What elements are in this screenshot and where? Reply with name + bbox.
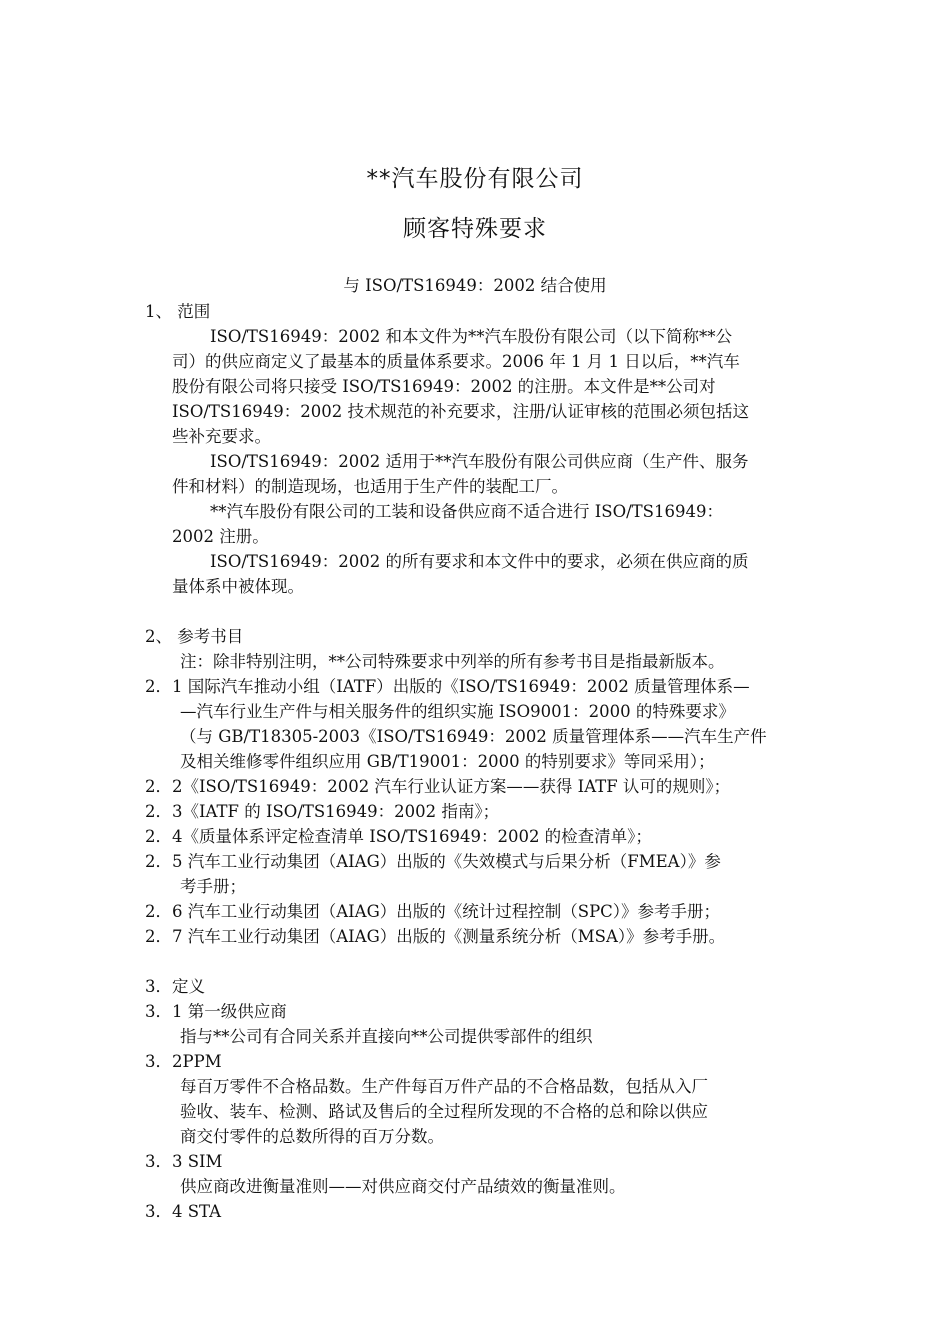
definition-text: 供应商改进衡量准则——对供应商交付产品绩效的衡量准则。: [180, 1177, 626, 1196]
reference-item: 2．7 汽车工业行动集团（AIAG）出版的《测量系统分析（MSA）》参考手册。: [145, 927, 726, 946]
paragraph-line: ISO/TS16949：2002 和本文件为**汽车股份有限公司（以下简称**公: [210, 327, 732, 346]
reference-item: 2．5 汽车工业行动集团（AIAG）出版的《失效模式与后果分析（FMEA）》参: [145, 852, 721, 871]
definition-term: 3．4 STA: [145, 1202, 222, 1221]
paragraph-line: 注：除非特别注明，**公司特殊要求中列举的所有参考书目是指最新版本。: [180, 652, 725, 671]
section-heading: 1、 范围: [145, 302, 211, 321]
paragraph-line: 司）的供应商定义了最基本的质量体系要求。2006 年 1 月 1 日以后，**汽车: [172, 352, 740, 371]
paragraph-line: ISO/TS16949：2002 的所有要求和本文件中的要求，必须在供应商的质: [210, 552, 749, 571]
definition-term: 3．3 SIM: [145, 1152, 223, 1171]
reference-item: 2．4《质量体系评定检查清单 ISO/TS16949：2002 的检查清单》；: [145, 827, 652, 846]
paragraph-line: 股份有限公司将只接受 ISO/TS16949：2002 的注册。本文件是**公司对: [172, 377, 716, 396]
reference-item: 2．6 汽车工业行动集团（AIAG）出版的《统计过程控制（SPC）》参考手册；: [145, 902, 721, 921]
paragraph-line: 些补充要求。: [172, 427, 271, 446]
paragraph-line: 件和材料）的制造现场，也适用于生产件的装配工厂。: [172, 477, 568, 496]
section-heading: 3．定义: [145, 977, 205, 996]
document-title: 顾客特殊要求: [403, 216, 547, 242]
reference-item: 2．2《ISO/TS16949：2002 汽车行业认证方案——获得 IATF 认可的规则》；: [145, 777, 731, 796]
paragraph-line: 及相关维修零件组织应用 GB/T19001：2000 的特别要求》等同采用）；: [180, 752, 715, 771]
paragraph-line: （与 GB/T18305-2003《ISO/TS16949：2002 质量管理体系——汽车生产件: [180, 727, 767, 746]
section-heading: 2、 参考书目: [145, 627, 244, 646]
definition-text: 指与**公司有合同关系并直接向**公司提供零部件的组织: [180, 1027, 593, 1046]
paragraph-line: —汽车行业生产件与相关服务件的组织实施 ISO9001：2000 的特殊要求》: [180, 702, 735, 721]
company-name: **汽车股份有限公司: [366, 166, 584, 192]
paragraph-line: **汽车股份有限公司的工装和设备供应商不适合进行 ISO/TS16949：: [210, 502, 723, 521]
reference-item: 2．3《IATF 的 ISO/TS16949：2002 指南》；: [145, 802, 500, 821]
paragraph-line: 考手册；: [180, 877, 246, 896]
definition-term: 3．1 第一级供应商: [145, 1002, 287, 1021]
paragraph-line: 2002 注册。: [172, 527, 269, 546]
definition-text: 每百万零件不合格品数。生产件每百万件产品的不合格品数，包括从入厂: [180, 1077, 708, 1096]
definition-term: 3．2PPM: [145, 1052, 222, 1071]
definition-text: 验收、装车、检测、路试及售后的全过程所发现的不合格的总和除以供应: [180, 1102, 708, 1121]
paragraph-line: ISO/TS16949：2002 适用于**汽车股份有限公司供应商（生产件、服务: [210, 452, 749, 471]
paragraph-line: 量体系中被体现。: [172, 577, 304, 596]
reference-item: 2．1 国际汽车推动小组（IATF）出版的《ISO/TS16949：2002 质量管理体系—: [145, 677, 750, 696]
document-subtitle: 与 ISO/TS16949：2002 结合使用: [343, 276, 607, 295]
paragraph-line: ISO/TS16949：2002 技术规范的补充要求，注册/认证审核的范围必须包括这: [172, 402, 750, 421]
definition-text: 商交付零件的总数所得的百万分数。: [180, 1127, 444, 1146]
